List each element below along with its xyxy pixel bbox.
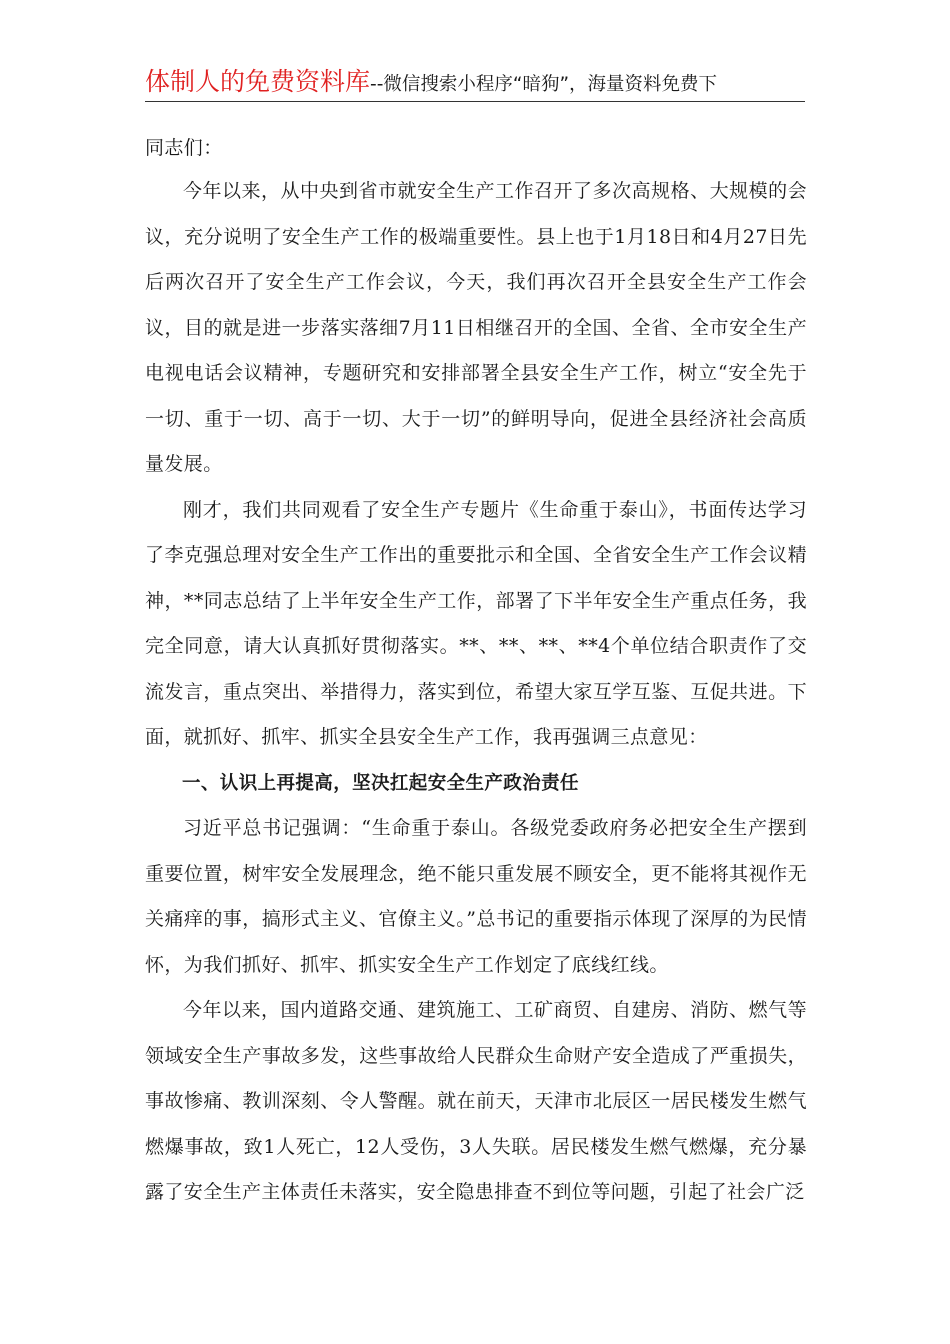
greeting: 同志们：: [145, 137, 223, 159]
section-paragraph-2: 今年以来，国内道路交通、建筑施工、工矿商贸、自建房、消防、燃气等领域安全生产事故多发，这些事故给人民群众生命财产安全造成了严重损失，事故惨痛、教训深刻、令人警醒。就在前天，天津市北辰区一居民楼发生燃气燃爆事故，致1人死亡，12人受伤，3人失联。居民楼发生燃气燃爆，充分暴露了安全生产主体责任未落实，安全隐患排查不到位等问题，引起了社会广泛: [145, 999, 807, 1203]
header-tagline: --微信搜索小程序“暗狗”，海量资料免费下: [370, 74, 718, 95]
page-header: [145, 62, 805, 102]
paragraph-2: 刚才，我们共同观看了安全生产专题片《生命重于泰山》，书面传达学习了李克强总理对安全生产工作出的重要批示和全国、全省安全生产工作会议精神，**同志总结了上半年安全生产工作，部署了下半年安全生产重点任务，我完全同意，请大认真抓好贯彻落实。**、**、**、**4个单位结合职责作了交流发言，重点突出、举措得力，落实到位，希望大家互学互鉴、互促共进。下面，就抓好、抓牢、抓实全县安全生产工作，我再强调三点意见：: [145, 498, 807, 748]
section-paragraph-1: 习近平总书记强调：“生命重于泰山。各级党委政府务必把安全生产摆到重要位置，树牢安全发展理念，绝不能只重发展不顾安全，更不能将其视作无关痛痒的事，搞形式主义、官僚主义。”总书记的重要指示体现了深厚的为民情怀，为我们抓好、抓牢、抓实安全生产工作划定了底线红线。: [145, 817, 807, 976]
paragraph-1: 今年以来，从中央到省市就安全生产工作召开了多次高规格、大规模的会议，充分说明了安全生产工作的极端重要性。县上也于1月18日和4月27日先后两次召开了安全生产工作会议，今天，我们再次召开全县安全生产工作会议，目的就是进一步落实落细7月11日相继召开的全国、全省、全市安全生产电视电话会议精神，专题研究和安排部署全县安全生产工作，树立“安全先于一切、重于一切、高于一切、大于一切”的鲜明导向，促进全县经济社会高质量发展。: [145, 180, 807, 475]
section-heading: 一、认识上再提高，坚决扛起安全生产政治责任: [182, 772, 579, 794]
document-body: [145, 127, 807, 1216]
header-brand: 体制人的免费资料库: [145, 67, 371, 96]
